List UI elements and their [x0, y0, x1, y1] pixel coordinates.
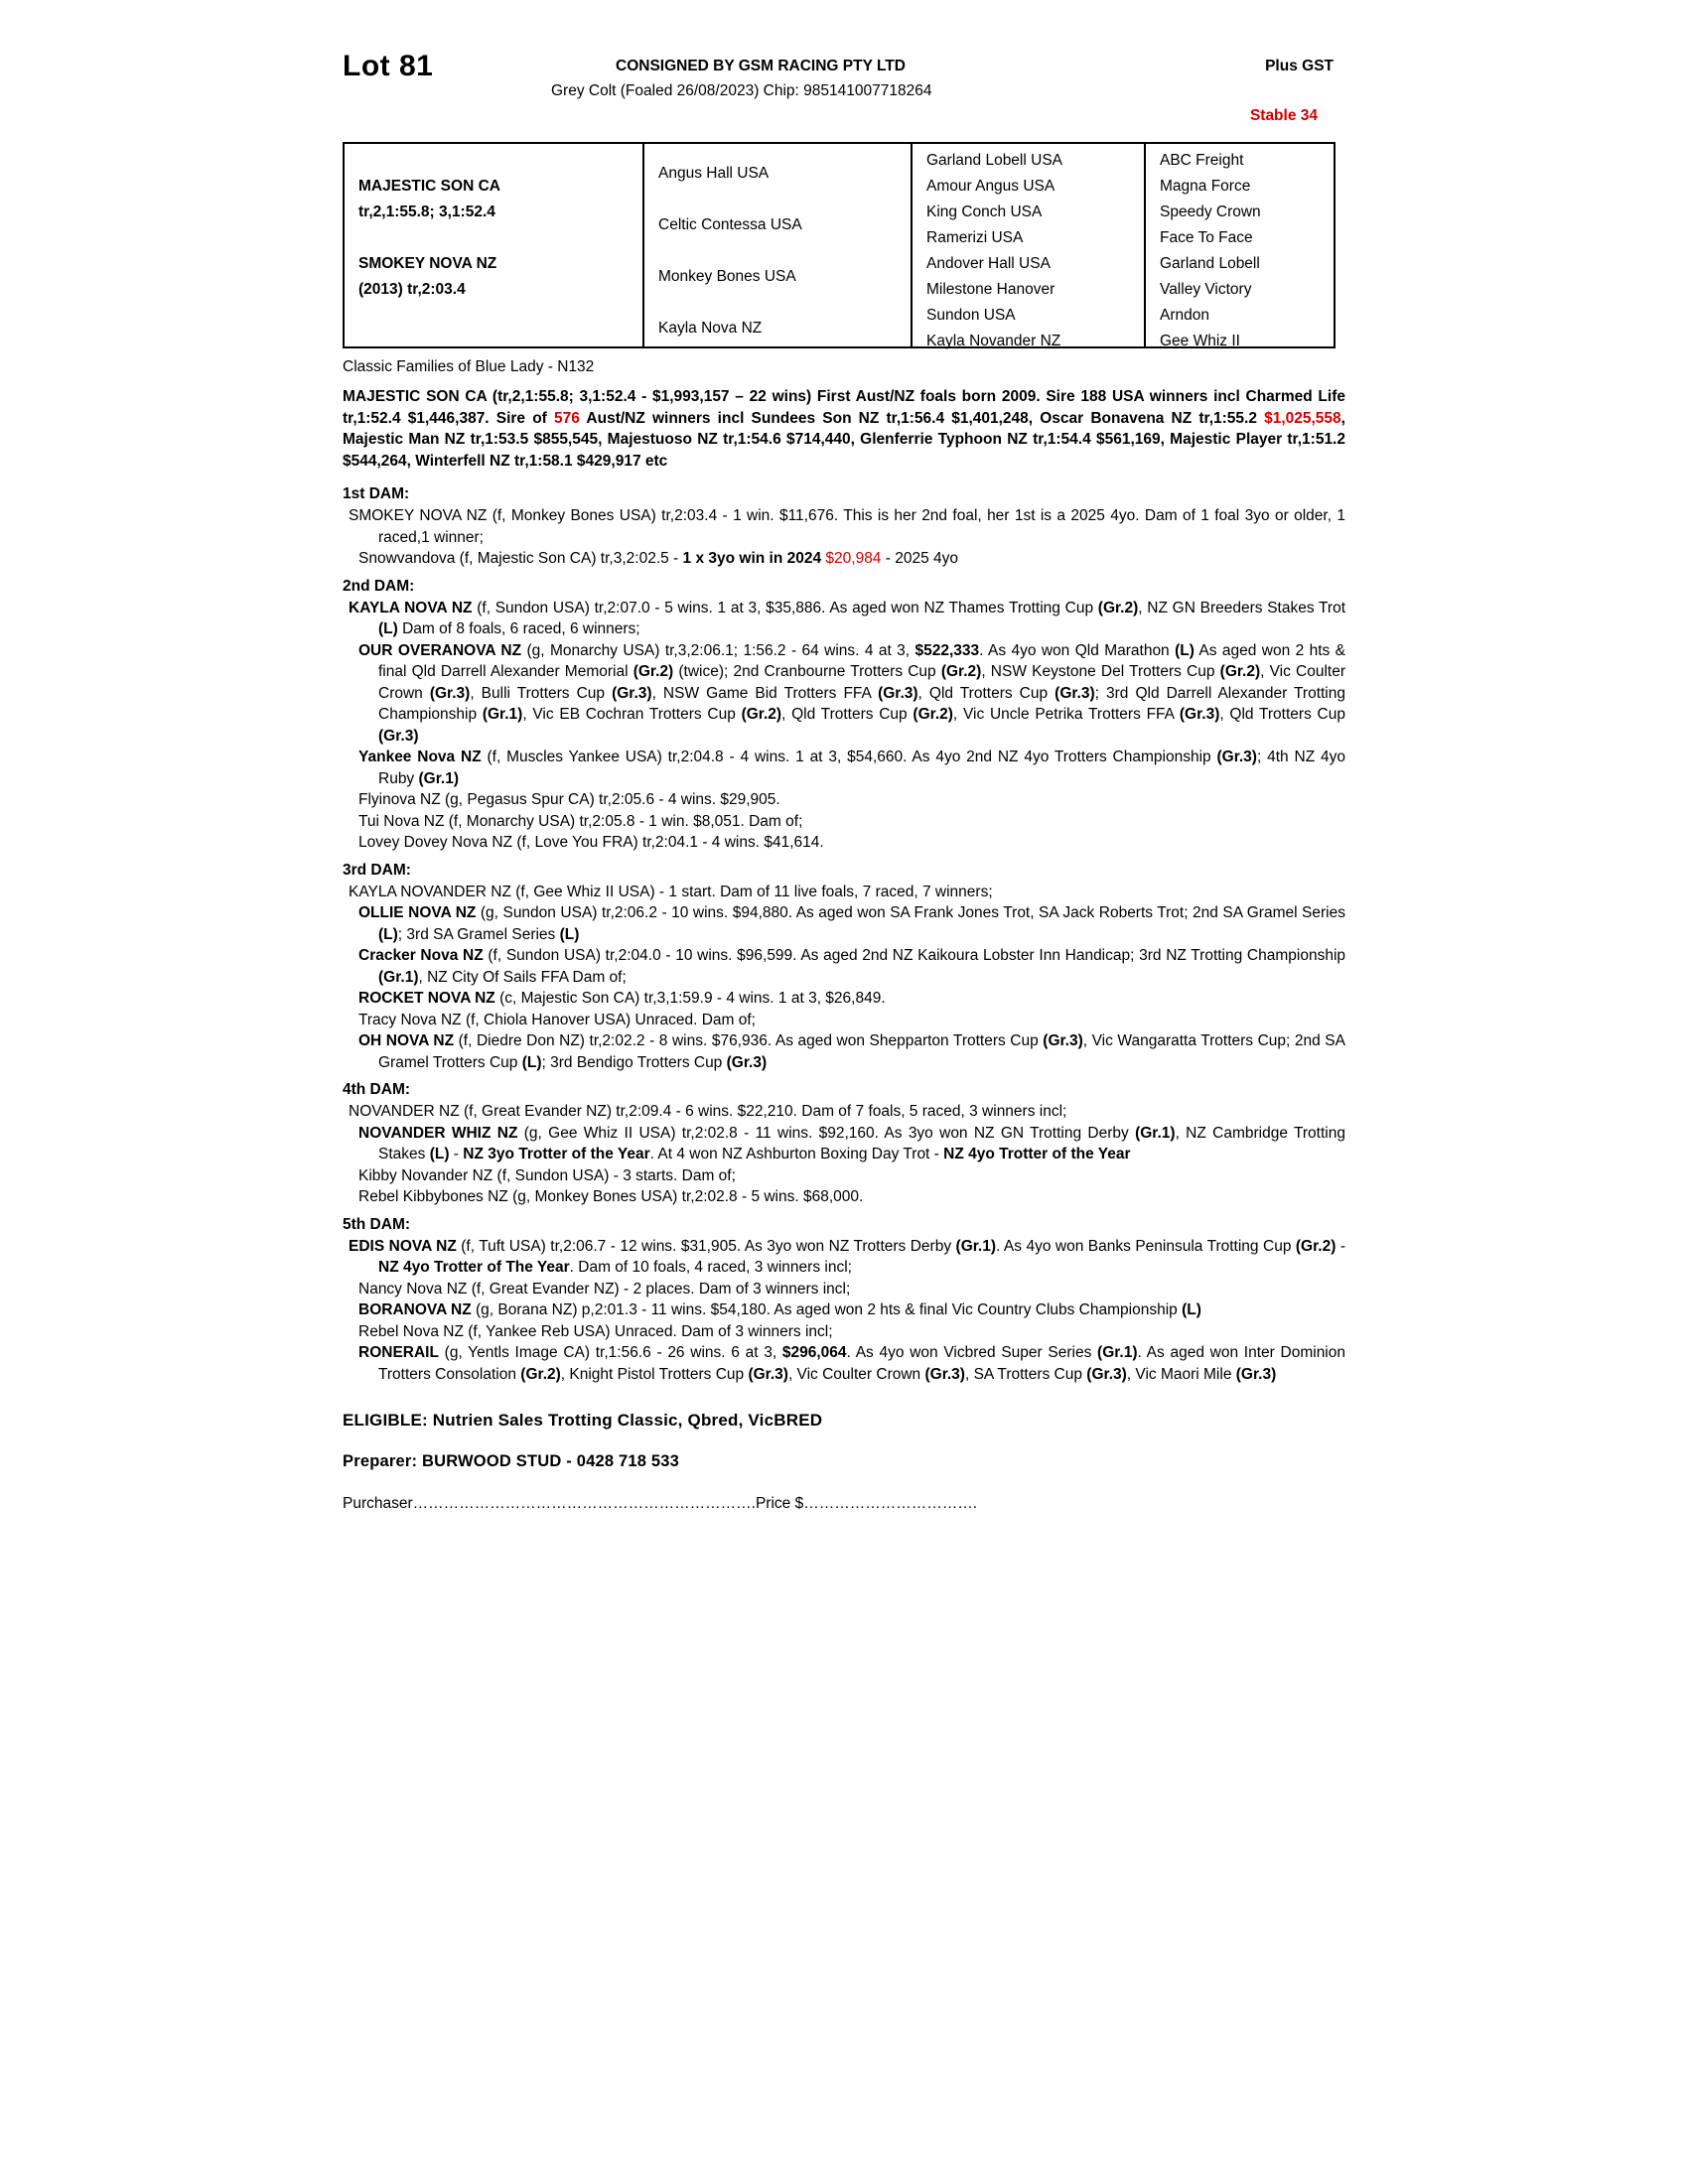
entry-segment: NOVANDER NZ (f, Great Evander NZ) tr,2:09.4 - 6 wins. $22,210. Dam of 7 foals, 5 raced, 3 winners incl; — [349, 1103, 1067, 1120]
entry-segment: (c, Majestic Son CA) tr,3,1:59.9 - 4 wins. 1 at 3, $26,849. — [494, 990, 886, 1007]
entry-segment: (Gr.2) — [633, 663, 674, 680]
entry-segment: - 2025 4yo — [881, 550, 958, 567]
entry-segment: Yankee Nova NZ — [358, 749, 482, 765]
consignor-line: CONSIGNED BY GSM RACING PTY LTD — [616, 58, 906, 74]
pedigree-gen3-item: Sundon USA — [926, 307, 1016, 324]
entry-segment: (twice); 2nd Cranbourne Trotters Cup — [673, 663, 941, 680]
pedigree-entry — [343, 1030, 1345, 1073]
entry-segment: (f, Monkey Bones USA) tr,2:03.4 - 1 win. $11,676. This is her 2nd foal, her 1st is a 2025 4yo. Dam of 1 foal 3yo or older, 1 raced,1 winner; — [378, 507, 1345, 546]
pedigree-gen3-item: Garland Lobell USA — [926, 152, 1062, 169]
pedigree-entry — [343, 902, 1345, 945]
pedigree-entry — [343, 1101, 1345, 1123]
pedigree-table — [343, 142, 1336, 348]
entry-segment: (L) — [559, 925, 580, 943]
entry-segment: (Gr.3) — [878, 684, 918, 702]
pedigree-entry — [343, 1123, 1345, 1165]
entry-segment: (L) — [429, 1146, 450, 1162]
entry-segment: (L) — [378, 620, 398, 637]
entry-segment: ROCKET NOVA NZ — [358, 990, 495, 1007]
entry-segment: (L) — [378, 925, 398, 943]
entry-segment: NZ 4yo Trotter of the Year — [943, 1146, 1131, 1162]
entry-segment: , NSW Keystone Del Trotters Cup — [981, 663, 1220, 680]
entry-segment: (Gr.2) — [520, 1365, 561, 1383]
purchaser-line: Purchaser………………………………………………………….Price $……………………………. — [343, 1495, 977, 1512]
pedigree-gen4-item: Gee Whiz II — [1160, 333, 1240, 349]
pedigree-entry — [343, 505, 1345, 548]
pedigree-gen2-item: Angus Hall USA — [658, 165, 770, 182]
entry-segment: (f, Muscles Yankee USA) tr,2:04.8 - 4 wins. 1 at 3, $54,660. As 4yo 2nd NZ 4yo Trotters Championship — [481, 749, 1217, 765]
entry-segment: OUR OVERANOVA NZ — [358, 641, 522, 659]
pedigree-gen3-item: Kayla Novander NZ — [926, 333, 1061, 349]
pedigree-entry — [343, 988, 1345, 1010]
pedigree-entry — [343, 1342, 1345, 1385]
dam-heading: 1st DAM: — [343, 485, 410, 502]
preparer-line: Preparer: BURWOOD STUD - 0428 718 533 — [343, 1452, 680, 1470]
entry-segment: EDIS NOVA NZ — [349, 1237, 457, 1255]
entry-segment: (g, Sundon USA) tr,2:06.2 - 10 wins. $94,880. As aged won SA Frank Jones Trot, SA Jack Roberts Trot; 2nd SA Gramel Series — [476, 904, 1345, 921]
dam-heading: 4th DAM: — [343, 1081, 411, 1098]
pedigree-gen3-item: Milestone Hanover — [926, 281, 1055, 298]
entry-segment: - — [1336, 1237, 1345, 1255]
entry-segment: , Bulli Trotters Cup — [470, 684, 613, 702]
entry-segment: (Gr.3) — [1216, 749, 1257, 765]
entry-segment: , Qld Trotters Cup — [917, 684, 1055, 702]
pedigree-entry — [343, 789, 1345, 811]
entry-segment: Tracy Nova NZ (f, Chiola Hanover USA) Unraced. Dam of; — [358, 1011, 756, 1028]
entry-segment: (f, Sundon USA) tr,2:04.0 - 10 wins. $96,599. As aged 2nd NZ Kaikoura Lobster Inn Handicap; 3rd NZ Trotting Championship — [483, 947, 1346, 964]
entry-segment: Snowvandova (f, Majestic Son CA) tr,3,2:02.5 - — [358, 550, 683, 567]
stable-number: Stable 34 — [1249, 107, 1318, 124]
entry-segment: , Qld Trotters Cup — [1219, 706, 1345, 723]
pedigree-entry — [343, 598, 1345, 640]
entry-segment: . As aged won Inter Dominion Trotters Consolation — [378, 1344, 1345, 1383]
pedigree-gen3-item: Ramerizi USA — [926, 229, 1024, 246]
entry-segment: NOVANDER WHIZ NZ — [358, 1124, 518, 1142]
entry-segment: KAYLA NOVANDER NZ (f, Gee Whiz II USA) - 1 start. Dam of 11 live foals, 7 raced, 7 winners; — [349, 883, 993, 900]
pedigree-gen4-item: Garland Lobell — [1160, 255, 1260, 272]
entry-segment: (Gr.3) — [726, 1053, 768, 1071]
pedigree-gen3-item: Amour Angus USA — [926, 178, 1055, 195]
dam-name: SMOKEY NOVA NZ — [358, 255, 497, 272]
entry-segment: (Gr.1) — [378, 968, 419, 986]
pedigree-col-grandparents — [642, 144, 911, 346]
entry-segment: , SA Trotters Cup — [964, 1365, 1087, 1383]
entry-segment: (Gr.1) — [1097, 1344, 1138, 1361]
entry-segment: (Gr.2) — [913, 706, 953, 723]
pedigree-entry — [343, 945, 1345, 988]
entry-segment: , NZ City Of Sails FFA Dam of; — [418, 968, 627, 986]
entry-segment: (g, Monarchy USA) tr,3,2:06.1; 1:56.2 - 64 wins. 4 at 3, — [521, 641, 915, 659]
entry-segment: , NSW Game Bid Trotters FFA — [651, 684, 879, 702]
pedigree-entry — [343, 747, 1345, 789]
eligible-line: ELIGIBLE: Nutrien Sales Trotting Classic, Qbred, VicBRED — [343, 1411, 823, 1430]
entry-segment: (f, Sundon USA) tr,2:07.0 - 5 wins. 1 at 3, $35,886. As aged won NZ Thames Trotting Cup — [472, 599, 1098, 616]
entry-segment: , NZ GN Breeders Stakes Trot — [1138, 599, 1345, 616]
entry-segment: NZ 4yo Trotter of The Year — [378, 1259, 570, 1276]
entry-segment: Nancy Nova NZ (f, Great Evander NZ) - 2 places. Dam of 3 winners incl; — [358, 1280, 851, 1297]
pedigree-entry — [343, 1165, 1345, 1187]
entry-segment: $522,333 — [914, 641, 980, 659]
entry-segment: (Gr.2) — [741, 706, 782, 723]
entry-segment: , Vic Coulter Crown — [378, 663, 1345, 702]
entry-segment: (Gr.3) — [378, 727, 419, 745]
entry-segment: $296,064 — [781, 1344, 847, 1361]
entry-segment: (Gr.3) — [924, 1365, 965, 1383]
entry-segment: (g, Gee Whiz II USA) tr,2:02.8 - 11 wins. $92,160. As 3yo won NZ GN Trotting Derby — [517, 1124, 1136, 1142]
entry-segment: Cracker Nova NZ — [358, 947, 484, 964]
pedigree-gen3-item: King Conch USA — [926, 204, 1043, 220]
entry-segment: SMOKEY NOVA NZ — [349, 507, 488, 524]
pedigree-entry — [343, 882, 1345, 903]
pedigree-entry — [343, 1010, 1345, 1031]
page-content — [343, 40, 1345, 1513]
entry-segment: NZ 3yo Trotter of the Year — [463, 1146, 650, 1162]
entry-segment: ; 4th NZ 4yo Ruby — [378, 749, 1345, 787]
sire-summary-part3: , Majestic Man NZ tr,1:53.5 $855,545, Majestuoso NZ tr,1:54.6 $714,440, Glenferrie Typhoon NZ tr,1:54.4 $561,169, Majestic Player tr,1:51.2 $544,264, Winterfell NZ tr,1:58.1 $429,917 etc — [343, 409, 1345, 470]
entry-segment: . At 4 won NZ Ashburton Boxing Day Trot - — [649, 1146, 944, 1162]
entry-segment: Tui Nova NZ (f, Monarchy USA) tr,2:05.8 - 1 win. $8,051. Dam of; — [358, 812, 803, 830]
entry-segment: (Gr.2) — [1295, 1237, 1336, 1255]
entry-segment: (Gr.1) — [418, 769, 459, 787]
pedigree-col-gen4 — [1144, 144, 1334, 349]
page-header — [343, 40, 1345, 134]
entry-segment: . Dam of 10 foals, 4 raced, 3 winners incl; — [569, 1259, 852, 1276]
entry-segment: OLLIE NOVA NZ — [358, 904, 477, 921]
dam-heading: 5th DAM: — [343, 1215, 411, 1233]
entry-segment: (f, Tuft USA) tr,2:06.7 - 12 wins. $31,905. As 3yo won NZ Trotters Derby — [456, 1237, 956, 1255]
pedigree-entry — [343, 1299, 1345, 1321]
pedigree-entry — [343, 832, 1345, 854]
entry-segment: (Gr.3) — [1043, 1032, 1083, 1049]
entry-segment: - — [449, 1146, 464, 1162]
entry-segment: (g, Borana NZ) p,2:01.3 - 11 wins. $54,180. As aged won 2 hts & final Vic Country Clubs Championship — [471, 1301, 1183, 1318]
entry-segment: As aged won 2 hts & final Qld Darrell Alexander Memorial — [378, 641, 1346, 680]
sire-winners-count: 576 — [553, 409, 580, 427]
entry-segment: Dam of 8 foals, 6 raced, 6 winners; — [397, 620, 640, 637]
pedigree-col-parents — [345, 144, 642, 346]
entry-segment: (Gr.1) — [955, 1237, 997, 1255]
dam-heading: 3rd DAM: — [343, 861, 411, 879]
entry-segment: , Vic Uncle Petrika Trotters FFA — [952, 706, 1180, 723]
entry-segment: , Vic Coulter Crown — [787, 1365, 925, 1383]
entry-segment: , Vic EB Cochran Trotters Cup — [522, 706, 742, 723]
pedigree-gen3-item: Andover Hall USA — [926, 255, 1051, 272]
pedigree-gen4-item: Arndon — [1160, 307, 1209, 324]
entry-segment: ; 3rd Bendigo Trotters Cup — [541, 1053, 727, 1071]
dam-record: (2013) tr,2:03.4 — [358, 281, 466, 298]
entry-segment: Rebel Nova NZ (f, Yankee Reb USA) Unraced. Dam of 3 winners incl; — [358, 1322, 833, 1340]
entry-segment: , Vic Wangaratta Trotters Cup; 2nd SA Gramel Trotters Cup — [378, 1032, 1345, 1071]
entry-segment: RONERAIL — [358, 1344, 439, 1361]
entry-segment: . As 4yo won Qld Marathon — [979, 641, 1176, 659]
pedigree-gen4-item: ABC Freight — [1160, 152, 1244, 169]
entry-segment: $20,984 — [821, 550, 882, 567]
pedigree-entry — [343, 1321, 1345, 1343]
sire-record: tr,2,1:55.8; 3,1:52.4 — [358, 204, 495, 220]
pedigree-entry — [343, 548, 1345, 570]
entry-segment: (Gr.3) — [1086, 1365, 1127, 1383]
sire-summary-part2: Aust/NZ winners incl Sundees Son NZ tr,1:56.4 $1,401,248, Oscar Bonavena NZ tr,1:55.2 — [579, 409, 1265, 427]
entry-segment: , Vic Maori Mile — [1126, 1365, 1236, 1383]
entry-segment: (Gr.1) — [1135, 1124, 1176, 1142]
entry-segment: 1 x 3yo win in 2024 — [682, 550, 822, 567]
entry-segment: (Gr.1) — [482, 706, 523, 723]
entry-segment: (L) — [1175, 641, 1195, 659]
horse-description: Grey Colt (Foaled 26/08/2023) Chip: 985141007718264 — [551, 82, 932, 99]
pedigree-gen2-item: Monkey Bones USA — [658, 268, 796, 285]
entry-segment: Lovey Dovey Nova NZ (f, Love You FRA) tr,2:04.1 - 4 wins. $41,614. — [358, 834, 824, 851]
pedigree-col-great-grandparents — [911, 144, 1144, 349]
entry-segment: ; 3rd Qld Darrell Alexander Trotting Championship — [378, 684, 1345, 723]
sire-summary-paragraph — [343, 386, 1345, 472]
entry-segment: , Knight Pistol Trotters Cup — [560, 1365, 749, 1383]
entry-segment: (Gr.3) — [1055, 684, 1095, 702]
entry-segment: Rebel Kibbybones NZ (g, Monkey Bones USA) tr,2:02.8 - 5 wins. $68,000. — [358, 1188, 864, 1205]
entry-segment: (Gr.3) — [1235, 1365, 1277, 1383]
entry-segment: . As 4yo won Vicbred Super Series — [846, 1344, 1098, 1361]
pedigree-entry — [343, 1186, 1345, 1208]
pedigree-gen4-item: Speedy Crown — [1160, 204, 1261, 220]
entry-segment: KAYLA NOVA NZ — [349, 599, 473, 616]
entry-segment: Flyinova NZ (g, Pegasus Spur CA) tr,2:05.6 - 4 wins. $29,905. — [358, 791, 780, 808]
entry-segment: (f, Diedre Don NZ) tr,2:02.2 - 8 wins. $76,936. As aged won Shepparton Trotters Cup — [454, 1032, 1044, 1049]
entry-segment: BORANOVA NZ — [358, 1301, 472, 1318]
pedigree-gen2-item: Celtic Contessa USA — [658, 216, 802, 233]
pedigree-gen4-item: Face To Face — [1160, 229, 1253, 246]
entry-segment: , NZ Cambridge Trotting Stakes — [378, 1124, 1345, 1162]
entry-segment: ; 3rd SA Gramel Series — [397, 925, 560, 943]
pedigree-entry — [343, 640, 1345, 748]
pedigree-entry — [343, 1279, 1345, 1300]
pedigree-entry — [343, 811, 1345, 833]
entry-segment: OH NOVA NZ — [358, 1032, 455, 1049]
sire-summary-part1: MAJESTIC SON CA (tr,2,1:55.8; 3,1:52.4 - $1,993,157 – 22 wins) First Aust/NZ foals born 2009. Sire 188 USA winners incl Charmed Life tr,1:52.4 $1,446,387. Sire of — [343, 388, 1345, 427]
entry-segment: (L) — [1182, 1301, 1201, 1318]
entry-segment: . As 4yo won Banks Peninsula Trotting Cup — [996, 1237, 1296, 1255]
entry-segment: (Gr.2) — [1219, 663, 1261, 680]
entry-segment: , Qld Trotters Cup — [781, 706, 914, 723]
entry-segment: (L) — [521, 1053, 542, 1071]
pedigree-entry — [343, 1236, 1345, 1279]
dam-heading: 2nd DAM: — [343, 577, 415, 595]
plus-gst-label: Plus GST — [1265, 58, 1334, 74]
pedigree-gen4-item: Magna Force — [1160, 178, 1251, 195]
dam-sections — [343, 485, 1345, 1385]
pedigree-gen4-item: Valley Victory — [1160, 281, 1252, 298]
entry-segment: (Gr.3) — [1179, 706, 1220, 723]
entry-segment: (g, Yentls Image CA) tr,1:56.6 - 26 wins. 6 at 3, — [438, 1344, 782, 1361]
family-line: Classic Families of Blue Lady - N132 — [343, 358, 595, 375]
sire-name: MAJESTIC SON CA — [358, 178, 500, 195]
entry-segment: (Gr.3) — [612, 684, 652, 702]
entry-segment: (Gr.3) — [748, 1365, 788, 1383]
sire-earnings-highlight: $1,025,558 — [1264, 409, 1341, 427]
entry-segment: (Gr.2) — [940, 663, 982, 680]
lot-number: Lot 81 — [343, 50, 434, 82]
entry-segment: (Gr.3) — [429, 684, 471, 702]
entry-segment: Kibby Novander NZ (f, Sundon USA) - 3 starts. Dam of; — [358, 1166, 736, 1184]
pedigree-gen2-item: Kayla Nova NZ — [658, 320, 763, 337]
entry-segment: (Gr.2) — [1097, 599, 1139, 616]
